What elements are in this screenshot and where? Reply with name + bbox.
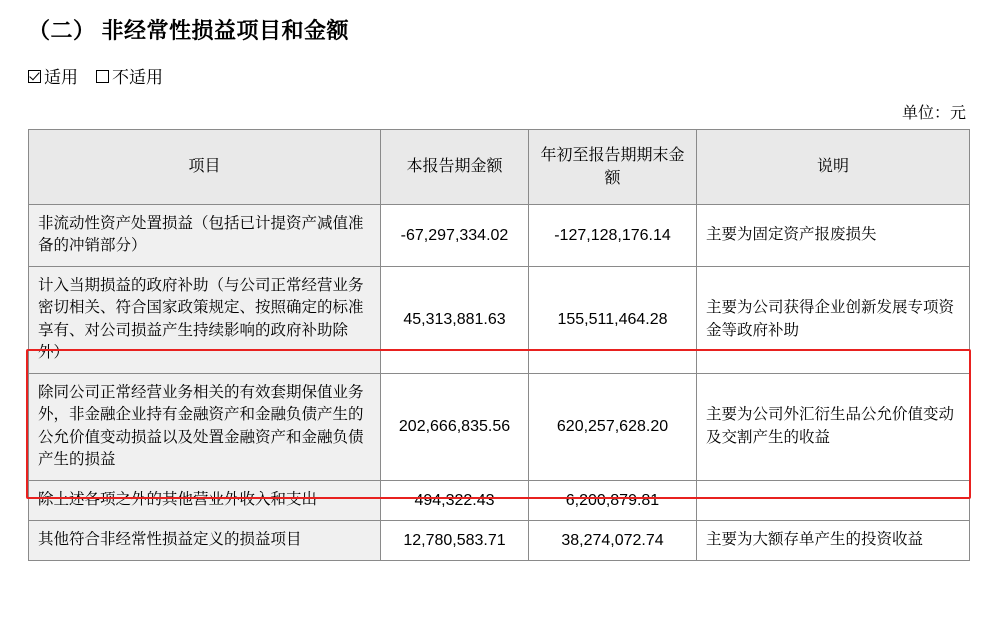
applicable-label: 适用	[44, 68, 78, 87]
table-header-row	[29, 130, 970, 205]
row-note: 主要为大额存单产生的投资收益	[697, 520, 970, 560]
section-number: （二）	[28, 18, 96, 43]
unit-note: 单位：元	[901, 105, 966, 122]
row-current-period: 12,780,583.71	[381, 520, 529, 560]
checkbox-checked-icon[interactable]	[28, 70, 41, 83]
table-row	[29, 480, 970, 520]
row-item: 计入当期损益的政府补助（与公司正常经营业务密切相关、符合国家政策规定、按照确定的标准享有、对公司损益产生持续影响的政府补助除外）	[29, 266, 381, 373]
checkbox-empty-icon[interactable]	[96, 70, 109, 83]
row-item: 非流动性资产处置损益（包括已计提资产减值准备的冲销部分）	[29, 205, 381, 267]
header-item: 项目	[29, 130, 381, 205]
table-row	[29, 205, 970, 267]
row-note: 主要为公司外汇衍生品公允价值变动及交割产生的收益	[697, 373, 970, 480]
row-current-period: 202,666,835.56	[381, 373, 529, 480]
header-year-to-date: 年初至报告期期末金额	[529, 130, 697, 205]
applicable-option[interactable]	[28, 63, 78, 88]
section-heading	[28, 0, 970, 45]
table-row-highlighted	[29, 373, 970, 480]
applicability-row	[28, 63, 970, 88]
non-recurring-items-table	[28, 129, 970, 561]
row-year-to-date: 6,200,879.81	[529, 480, 697, 520]
row-item: 其他符合非经常性损益定义的损益项目	[29, 520, 381, 560]
section-title-text: 非经常性损益项目和金额	[101, 18, 350, 43]
row-current-period: 494,322.43	[381, 480, 529, 520]
table-row	[29, 520, 970, 560]
row-year-to-date: 155,511,464.28	[529, 266, 697, 373]
row-year-to-date: 620,257,628.20	[529, 373, 697, 480]
table-row	[29, 266, 970, 373]
row-item: 除上述各项之外的其他营业外收入和支出	[29, 480, 381, 520]
row-current-period: 45,313,881.63	[381, 266, 529, 373]
not-applicable-option[interactable]	[96, 63, 163, 88]
not-applicable-label: 不适用	[112, 68, 163, 87]
row-note: 主要为公司获得企业创新发展专项资金等政府补助	[697, 266, 970, 373]
row-year-to-date: -127,128,176.14	[529, 205, 697, 267]
row-current-period: -67,297,334.02	[381, 205, 529, 267]
row-item: 除同公司正常经营业务相关的有效套期保值业务外，非金融企业持有金融资产和金融负债产生的公允价值变动损益以及处置金融资产和金融负债产生的损益	[29, 373, 381, 480]
row-year-to-date: 38,274,072.74	[529, 520, 697, 560]
header-current-period: 本报告期金额	[381, 130, 529, 205]
row-note	[697, 480, 970, 520]
row-note: 主要为固定资产报废损失	[697, 205, 970, 267]
header-note: 说明	[697, 130, 970, 205]
